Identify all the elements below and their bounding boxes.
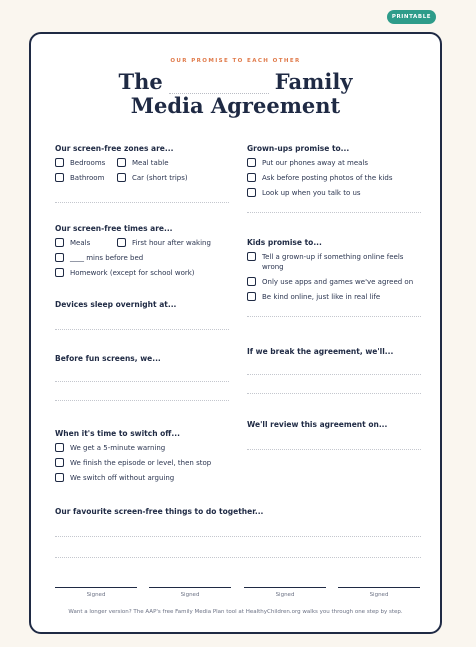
write-in-line[interactable] bbox=[55, 400, 229, 401]
checkbox[interactable] bbox=[55, 458, 64, 467]
break-agreement-section bbox=[247, 347, 421, 394]
write-in-line[interactable] bbox=[247, 393, 421, 394]
checkbox-item-warning[interactable] bbox=[55, 443, 229, 453]
write-in-line[interactable] bbox=[55, 381, 229, 382]
checkbox-item-mins-before-bed[interactable] bbox=[55, 253, 229, 263]
page-title bbox=[31, 70, 440, 94]
section-title: Our screen-free zones are... bbox=[55, 144, 174, 153]
write-in-line[interactable] bbox=[247, 374, 421, 375]
checkbox-label: Tell a grown-up if something online feels wrong bbox=[262, 253, 404, 271]
checkbox-item-car[interactable] bbox=[117, 173, 188, 183]
checkbox-item-meal-table[interactable] bbox=[117, 158, 169, 168]
checkbox[interactable] bbox=[247, 173, 256, 182]
checkbox-item-agreed-apps[interactable] bbox=[247, 277, 421, 287]
checkbox-label: Bedrooms bbox=[70, 159, 106, 167]
checkbox-label: Be kind online, just like in real life bbox=[262, 293, 381, 301]
signature-label: Signed bbox=[275, 592, 295, 598]
checkbox-label: Look up when you talk to us bbox=[262, 189, 361, 197]
write-in-line[interactable] bbox=[55, 557, 421, 558]
checkbox-label: Car (short trips) bbox=[132, 174, 188, 182]
checkbox-item-no-arguing[interactable] bbox=[55, 473, 229, 483]
checkbox-label: We switch off without arguing bbox=[70, 474, 175, 482]
checkbox-item-tell-grownup[interactable] bbox=[247, 252, 421, 272]
checkbox[interactable] bbox=[247, 277, 256, 286]
checkbox[interactable] bbox=[117, 173, 126, 182]
checkbox-item-meals[interactable] bbox=[55, 238, 117, 248]
checkbox-item-phones-away[interactable] bbox=[247, 158, 421, 168]
section-title: Our screen-free times are... bbox=[55, 224, 173, 233]
checkbox[interactable] bbox=[55, 158, 64, 167]
checkbox[interactable] bbox=[55, 443, 64, 452]
write-in-line[interactable] bbox=[247, 316, 421, 317]
eyebrow: OUR PROMISE TO EACH OTHER bbox=[170, 58, 301, 64]
footer-note: Want a longer version? The AAP's free Family Media Plan tool at HealthyChildren.org walks you through one step by step. bbox=[68, 609, 403, 615]
checkbox-item-look-up[interactable] bbox=[247, 188, 421, 198]
section-title: Grown-ups promise to... bbox=[247, 144, 350, 153]
checkbox-item-be-kind[interactable] bbox=[247, 292, 421, 302]
checkbox-label: We finish the episode or level, then stop bbox=[70, 459, 212, 467]
signature-line[interactable] bbox=[338, 587, 420, 588]
section-title: Devices sleep overnight at... bbox=[55, 300, 177, 309]
checkbox-item-finish-episode[interactable] bbox=[55, 458, 229, 468]
signature-label: Signed bbox=[86, 592, 106, 598]
checkbox-item-first-hour[interactable] bbox=[117, 238, 211, 248]
checkbox-item-bathroom[interactable] bbox=[55, 173, 117, 183]
agreement-sheet bbox=[29, 32, 442, 634]
before-fun-section bbox=[55, 354, 229, 401]
write-in-line[interactable] bbox=[247, 212, 421, 213]
checkbox[interactable] bbox=[247, 252, 256, 261]
signature-label: Signed bbox=[369, 592, 389, 598]
section-title: When it's time to switch off... bbox=[55, 429, 180, 438]
write-in-line[interactable] bbox=[55, 536, 421, 537]
checkbox-item-homework[interactable] bbox=[55, 268, 229, 278]
section-title: Before fun screens, we... bbox=[55, 354, 161, 363]
family-name-blank[interactable] bbox=[169, 75, 269, 94]
checkbox[interactable] bbox=[247, 158, 256, 167]
checkbox[interactable] bbox=[55, 253, 64, 262]
kids-section bbox=[247, 238, 421, 317]
section-title: Our favourite screen-free things to do together... bbox=[55, 507, 264, 516]
devices-sleep-section bbox=[55, 300, 229, 330]
checkbox-label: Bathroom bbox=[70, 174, 105, 182]
checkbox[interactable] bbox=[55, 268, 64, 277]
section-title: If we break the agreement, we'll... bbox=[247, 347, 394, 356]
checkbox-label: Meal table bbox=[132, 159, 169, 167]
checkbox-label: Homework (except for school work) bbox=[70, 269, 195, 277]
checkbox-item-bedrooms[interactable] bbox=[55, 158, 117, 168]
grownups-section bbox=[247, 144, 421, 213]
printable-badge: PRINTABLE bbox=[387, 10, 436, 24]
write-in-line[interactable] bbox=[247, 449, 421, 450]
write-in-line[interactable] bbox=[55, 202, 229, 203]
checkbox-label: Only use apps and games we've agreed on bbox=[262, 278, 414, 286]
signature-label: Signed bbox=[180, 592, 200, 598]
checkbox-label: Ask before posting photos of the kids bbox=[262, 174, 393, 182]
checkbox[interactable] bbox=[55, 173, 64, 182]
checkbox[interactable] bbox=[117, 238, 126, 247]
checkbox[interactable] bbox=[55, 473, 64, 482]
page-title-line2: Media Agreement bbox=[130, 93, 341, 118]
review-section bbox=[247, 420, 421, 450]
title-suffix: Family bbox=[274, 69, 353, 94]
checkbox-label: We get a 5-minute warning bbox=[70, 444, 166, 452]
checkbox[interactable] bbox=[117, 158, 126, 167]
signature-line[interactable] bbox=[149, 587, 231, 588]
checkbox-label: First hour after waking bbox=[132, 239, 211, 247]
screen-free-times-section bbox=[55, 224, 229, 283]
write-in-line[interactable] bbox=[55, 329, 229, 330]
checkbox-item-ask-before-posting[interactable] bbox=[247, 173, 421, 183]
signature-line[interactable] bbox=[55, 587, 137, 588]
favourite-section bbox=[55, 507, 421, 558]
screen-free-zones-section bbox=[55, 144, 229, 203]
checkbox-label: Put our phones away at meals bbox=[262, 159, 369, 167]
checkbox-label: Meals bbox=[70, 239, 91, 247]
checkbox[interactable] bbox=[55, 238, 64, 247]
checkbox[interactable] bbox=[247, 188, 256, 197]
title-prefix: The bbox=[118, 69, 163, 94]
checkbox-label: ____ mins before bed bbox=[70, 254, 144, 262]
checkbox[interactable] bbox=[247, 292, 256, 301]
section-title: We'll review this agreement on... bbox=[247, 420, 388, 429]
section-title: Kids promise to... bbox=[247, 238, 322, 247]
switch-off-section bbox=[55, 429, 229, 488]
signature-line[interactable] bbox=[244, 587, 326, 588]
